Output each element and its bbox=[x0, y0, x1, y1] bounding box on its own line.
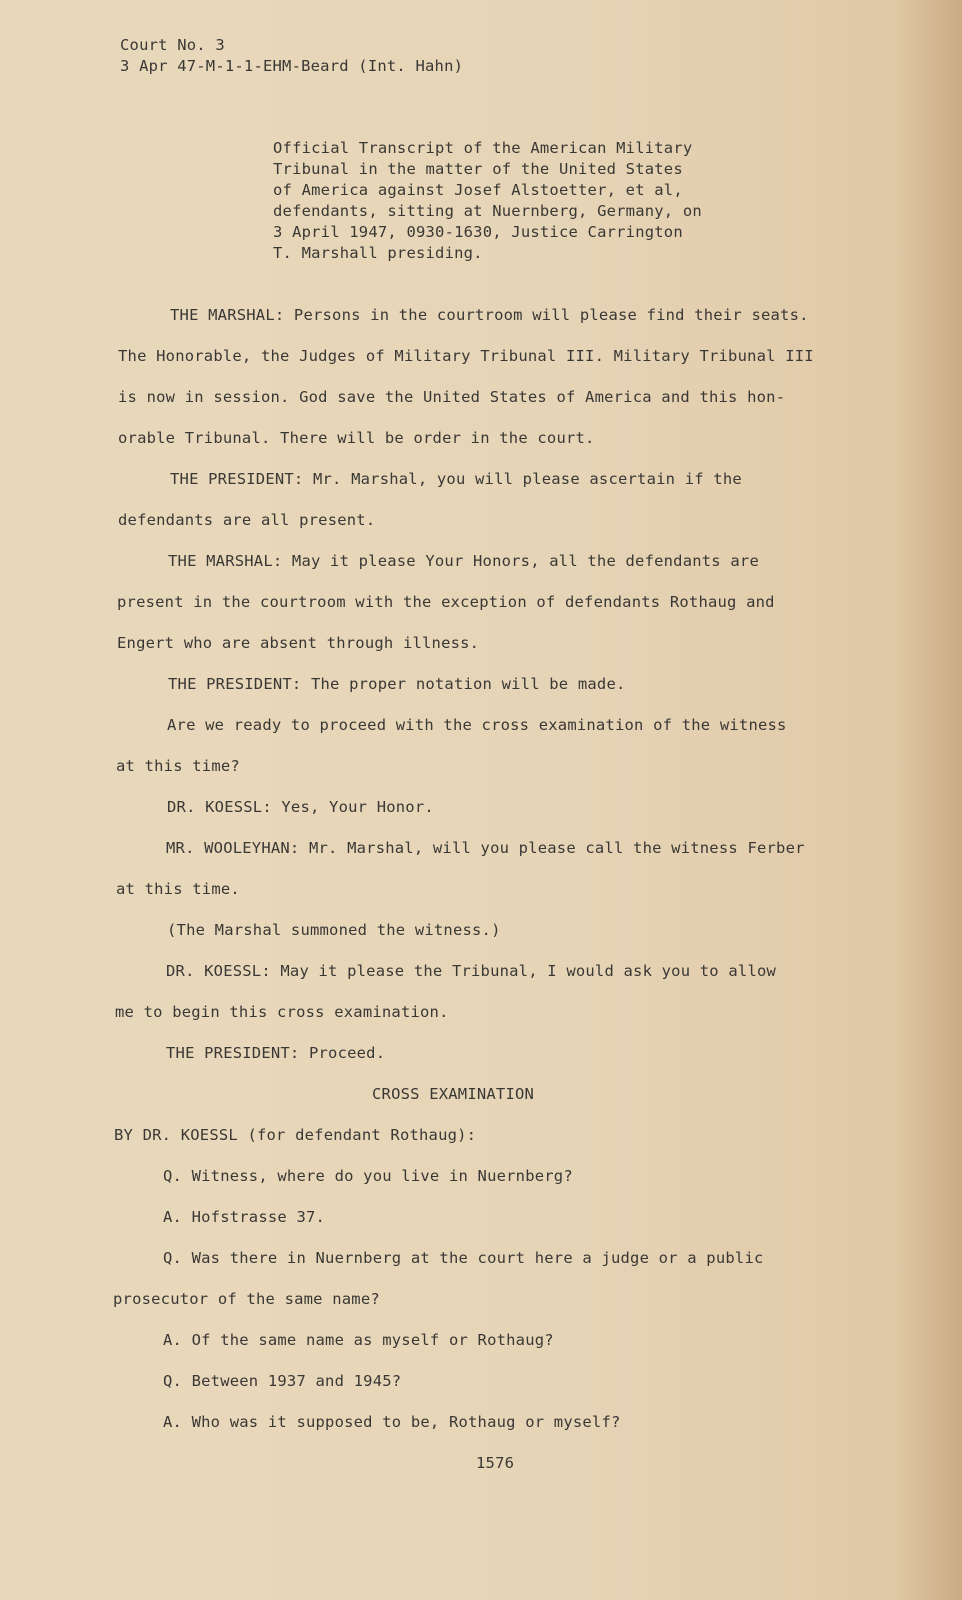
document-reference: 3 Apr 47-M-1-1-EHM-Beard (Int. Hahn) bbox=[120, 57, 464, 75]
transcript-line: DR. KOESSL: May it please the Tribunal, I would ask you to allow bbox=[166, 962, 777, 980]
caption-line: of America against Josef Alstoetter, et al, bbox=[273, 181, 683, 199]
court-number: Court No. 3 bbox=[120, 36, 225, 54]
page-number: 1576 bbox=[476, 1454, 515, 1472]
answer-line: A. Hofstrasse 37. bbox=[163, 1208, 326, 1226]
answer-line: A. Who was it supposed to be, Rothaug or myself? bbox=[163, 1413, 621, 1431]
transcript-line: orable Tribunal. There will be order in the court. bbox=[118, 429, 595, 447]
caption-line: T. Marshall presiding. bbox=[273, 244, 483, 262]
transcript-line: MR. WOOLEYHAN: Mr. Marshal, will you please call the witness Ferber bbox=[166, 839, 805, 857]
transcript-line: THE PRESIDENT: The proper notation will be made. bbox=[168, 675, 626, 693]
caption-line: Tribunal in the matter of the United States bbox=[273, 160, 683, 178]
transcript-line: at this time? bbox=[116, 757, 240, 775]
transcript-line: THE PRESIDENT: Proceed. bbox=[166, 1044, 386, 1062]
caption-line: 3 April 1947, 0930-1630, Justice Carrington bbox=[273, 223, 683, 241]
transcript-line: Engert who are absent through illness. bbox=[117, 634, 480, 652]
question-line: Q. Between 1937 and 1945? bbox=[163, 1372, 402, 1390]
transcript-line: prosecutor of the same name? bbox=[113, 1290, 380, 1308]
transcript-line: BY DR. KOESSL (for defendant Rothaug): bbox=[114, 1126, 477, 1144]
transcript-line: (The Marshal summoned the witness.) bbox=[167, 921, 501, 939]
transcript-line: present in the courtroom with the exception of defendants Rothaug and bbox=[117, 593, 775, 611]
question-line: Q. Was there in Nuernberg at the court here a judge or a public bbox=[163, 1249, 764, 1267]
transcript-line: The Honorable, the Judges of Military Tribunal III. Military Tribunal III bbox=[118, 347, 814, 365]
caption-line: defendants, sitting at Nuernberg, Germany, on bbox=[273, 202, 702, 220]
transcript-line: THE MARSHAL: Persons in the courtroom will please find their seats. bbox=[170, 306, 809, 324]
caption-line: Official Transcript of the American Military bbox=[273, 139, 693, 157]
transcript-line: at this time. bbox=[116, 880, 240, 898]
section-heading: CROSS EXAMINATION bbox=[372, 1085, 535, 1103]
transcript-line: is now in session. God save the United States of America and this hon- bbox=[118, 388, 786, 406]
transcript-line: THE MARSHAL: May it please Your Honors, all the defendants are bbox=[168, 552, 759, 570]
answer-line: A. Of the same name as myself or Rothaug? bbox=[163, 1331, 554, 1349]
transcript-line: me to begin this cross examination. bbox=[115, 1003, 449, 1021]
transcript-line: THE PRESIDENT: Mr. Marshal, you will please ascertain if the bbox=[170, 470, 742, 488]
question-line: Q. Witness, where do you live in Nuernberg? bbox=[163, 1167, 573, 1185]
transcript-line: defendants are all present. bbox=[118, 511, 376, 529]
transcript-line: DR. KOESSL: Yes, Your Honor. bbox=[167, 798, 434, 816]
transcript-line: Are we ready to proceed with the cross examination of the witness bbox=[167, 716, 787, 734]
